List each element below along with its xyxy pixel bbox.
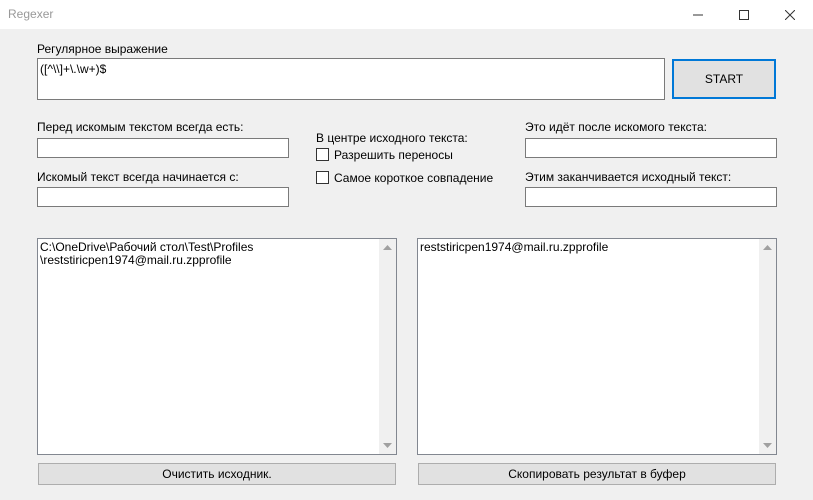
starts-with-label: Искомый текст всегда начинается с: — [37, 170, 239, 184]
source-text: C:\OneDrive\Рабочий стол\Test\Profiles \reststiricpen1974@mail.ru.zpprofile — [40, 240, 254, 267]
scroll-down-icon[interactable] — [759, 437, 776, 454]
copy-result-button[interactable]: Скопировать результат в буфер — [418, 463, 776, 485]
scroll-down-icon[interactable] — [379, 437, 396, 454]
close-button[interactable] — [767, 0, 813, 29]
starts-with-input[interactable] — [37, 187, 289, 207]
before-text-input[interactable] — [37, 138, 289, 158]
scroll-up-icon[interactable] — [759, 239, 776, 256]
start-button[interactable]: START — [672, 59, 776, 99]
ends-with-label: Этим заканчивается исходный текст: — [525, 170, 732, 184]
maximize-icon — [739, 10, 749, 20]
regex-value: ([^\\]+\.\w+)$ — [40, 62, 107, 76]
before-text-label: Перед искомым текстом всегда есть: — [37, 120, 244, 134]
window-title: Regexer — [8, 7, 54, 21]
after-text-input[interactable] — [525, 138, 777, 158]
allow-wrap-checkbox[interactable] — [316, 148, 329, 161]
scroll-up-icon[interactable] — [379, 239, 396, 256]
result-text-area[interactable] — [417, 238, 777, 455]
title-bar — [0, 0, 813, 29]
minimize-icon — [693, 10, 703, 20]
source-scrollbar[interactable] — [379, 239, 396, 454]
maximize-button[interactable] — [721, 0, 767, 29]
result-scrollbar[interactable] — [759, 239, 776, 454]
minimize-button[interactable] — [675, 0, 721, 29]
result-text: reststiricpen1974@mail.ru.zpprofile — [420, 240, 609, 254]
ends-with-input[interactable] — [525, 187, 777, 207]
clear-source-button[interactable]: Очистить исходник. — [38, 463, 396, 485]
allow-wrap-label[interactable]: Разрешить переносы — [334, 148, 453, 162]
shortest-match-checkbox[interactable] — [316, 171, 329, 184]
source-text-area[interactable] — [37, 238, 397, 455]
close-icon — [785, 10, 795, 20]
shortest-match-label[interactable]: Самое короткое совпадение — [334, 171, 494, 185]
after-text-label: Это идёт после искомого текста: — [525, 120, 707, 134]
center-heading: В центре исходного текста: — [316, 131, 468, 145]
regex-label: Регулярное выражение — [37, 42, 168, 56]
regex-input[interactable] — [37, 58, 665, 100]
